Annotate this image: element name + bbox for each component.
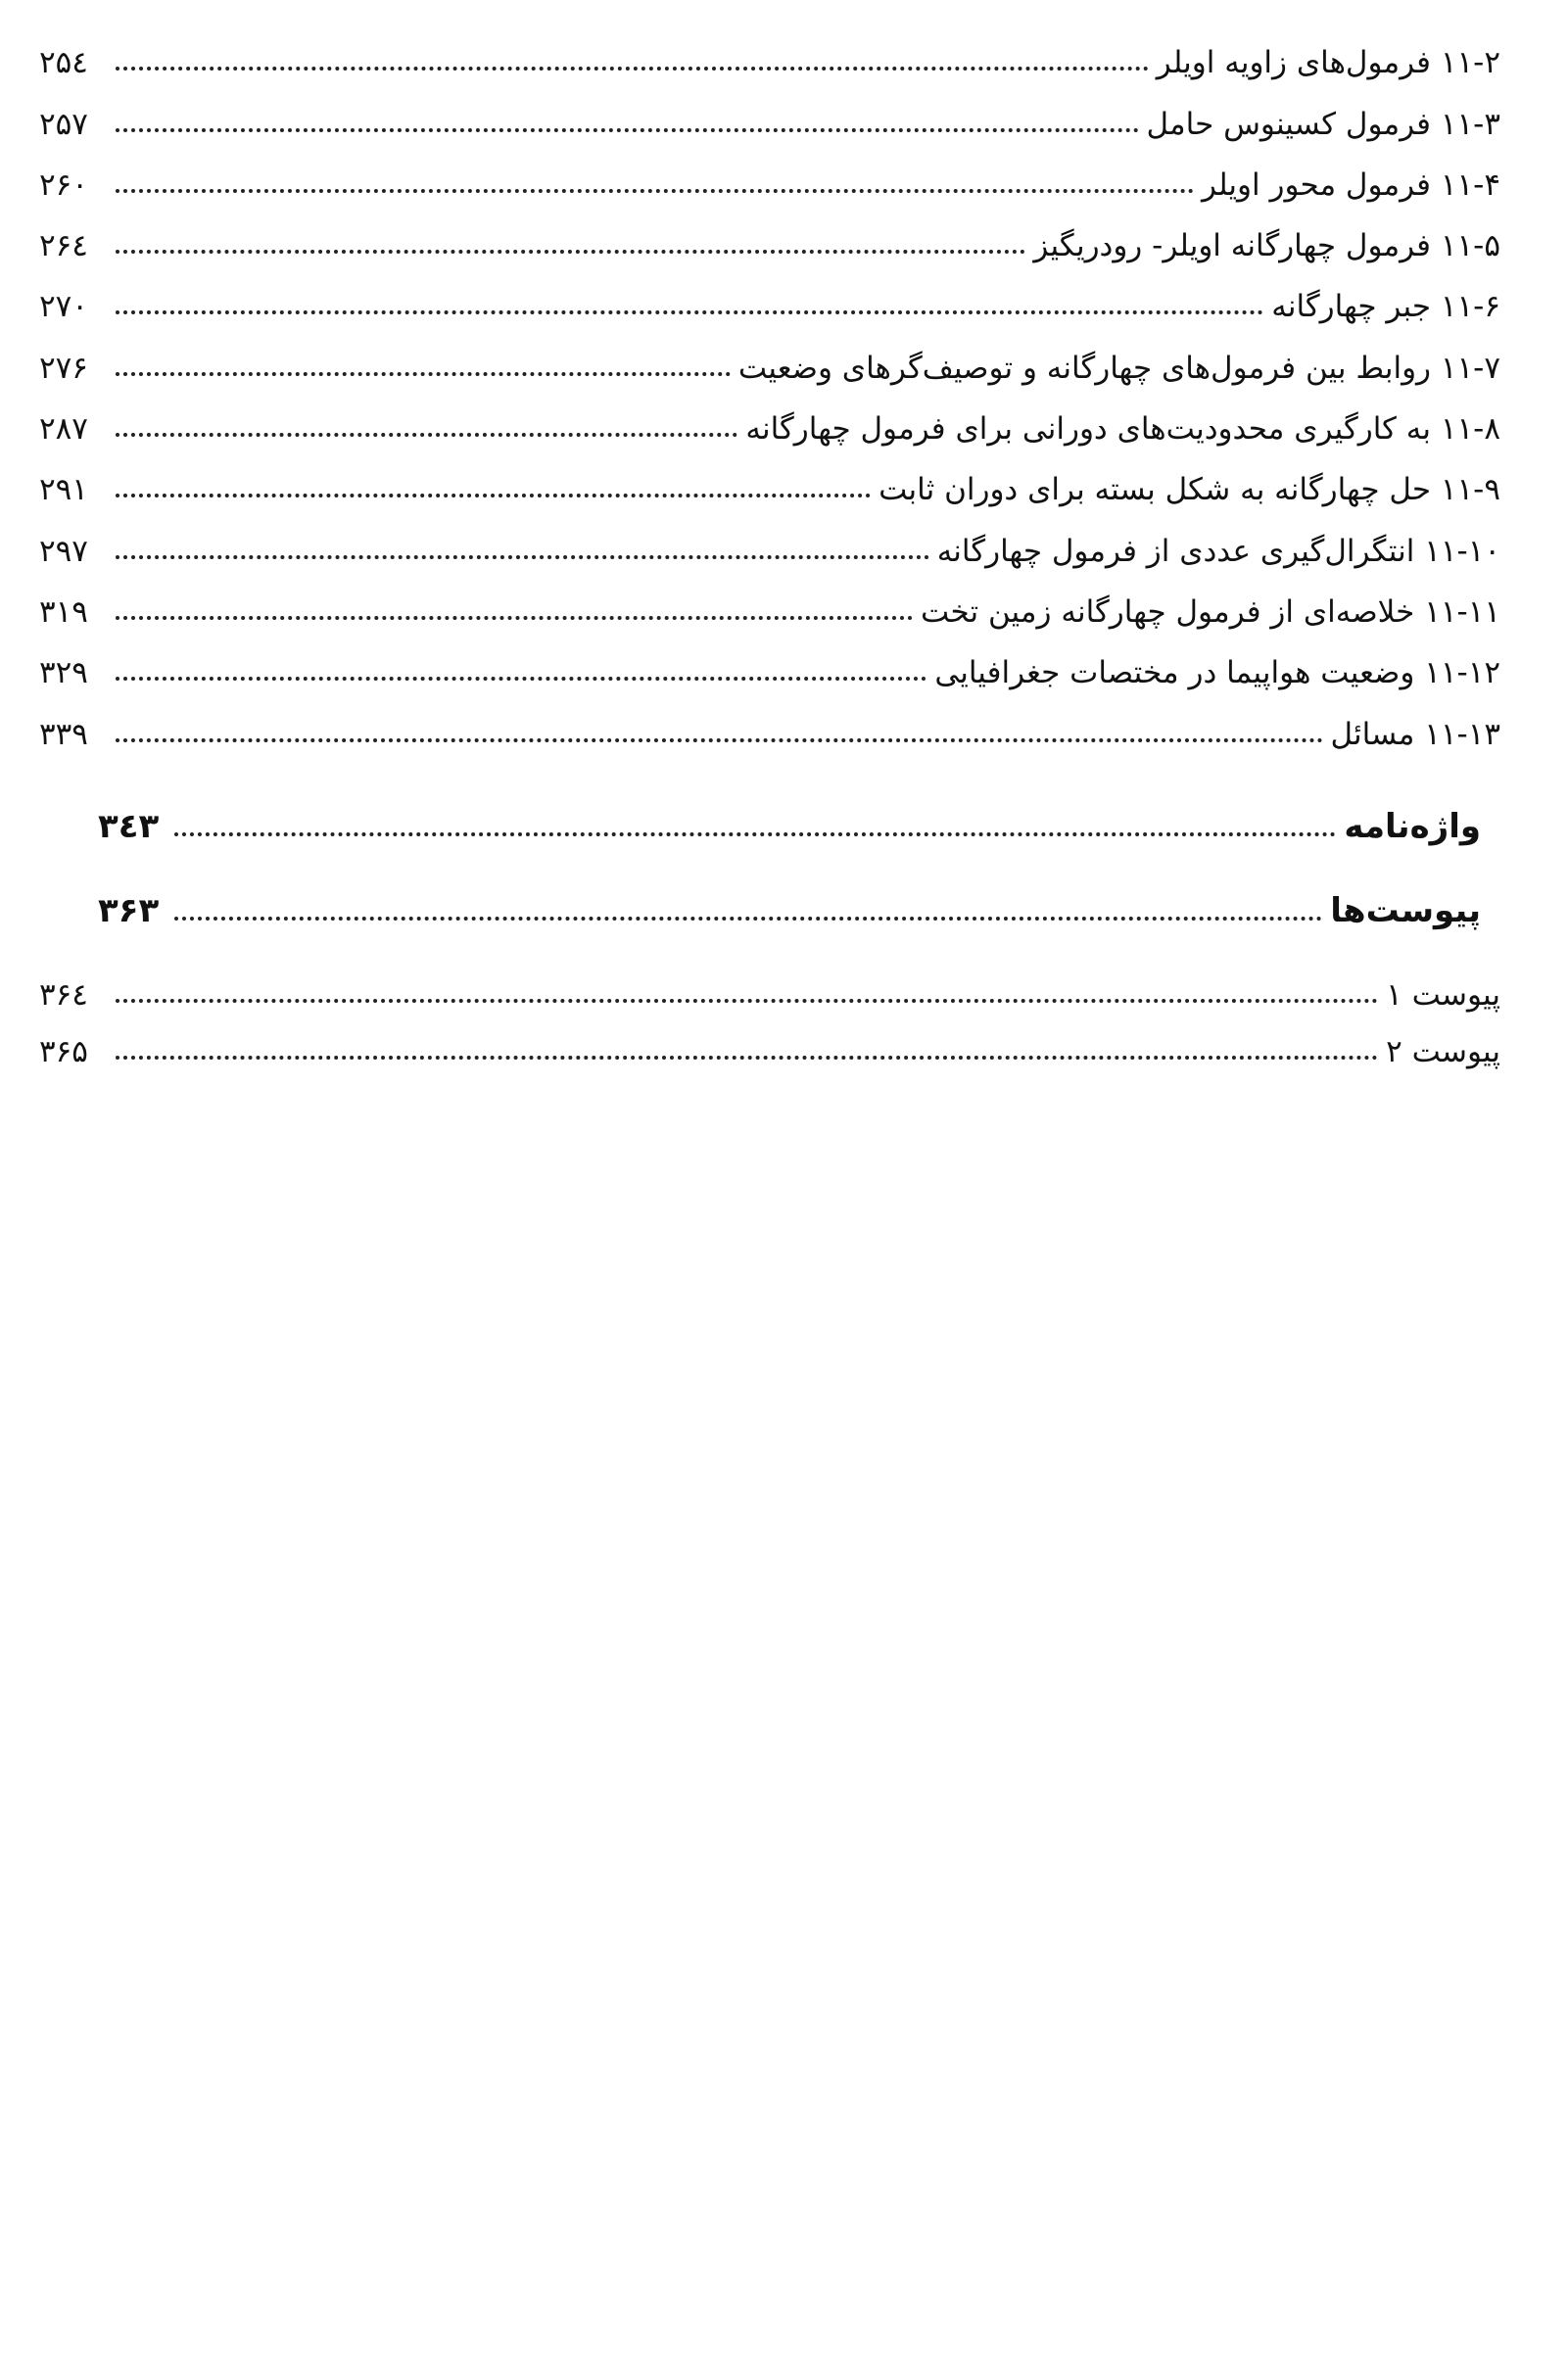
toc-entry bbox=[39, 447, 1500, 507]
dot-leader bbox=[116, 128, 1139, 132]
dot-leader bbox=[116, 189, 1194, 193]
page-number: ۲۵٤ bbox=[39, 45, 88, 81]
dot-leader bbox=[116, 616, 913, 620]
dot-leader bbox=[116, 494, 871, 497]
page-number: ۳۳۹ bbox=[39, 716, 88, 752]
page-number: ۲۷۰ bbox=[39, 289, 88, 325]
section-title: پیوست‌ها bbox=[1330, 890, 1481, 930]
page-number: ۲۸۷ bbox=[39, 411, 88, 448]
dot-leader bbox=[116, 67, 1149, 71]
page-number: ۳۶٤ bbox=[39, 976, 88, 1013]
dot-leader bbox=[116, 555, 929, 559]
entry-title: ۱۱-۱۳ مسائل bbox=[1330, 716, 1500, 752]
toc-section-appendices bbox=[98, 846, 1481, 930]
toc-entry bbox=[39, 324, 1500, 385]
toc-entry bbox=[39, 386, 1500, 447]
entry-title: ۱۱-۱۱ خلاصه‌ای از فرمول چهارگانه زمین تخت bbox=[921, 593, 1500, 630]
page-number: ۲۷۶ bbox=[39, 350, 88, 386]
toc-entry bbox=[39, 20, 1500, 80]
dot-leader bbox=[174, 832, 1336, 836]
page-number: ۳۶۳ bbox=[98, 890, 160, 930]
dot-leader bbox=[116, 310, 1263, 314]
page-number: ۲۶۰ bbox=[39, 166, 88, 203]
page-number: ۳۱۹ bbox=[39, 593, 88, 630]
section-title: واژه‌نامه bbox=[1344, 806, 1481, 846]
toc-entry bbox=[39, 507, 1500, 568]
entry-title: ۱۱-۳ فرمول کسینوس حامل bbox=[1146, 106, 1500, 142]
toc-appendix-entry bbox=[39, 1013, 1500, 1069]
toc-entry bbox=[39, 203, 1500, 263]
page-number: ۲۶٤ bbox=[39, 228, 88, 264]
page-number: ۳٤۳ bbox=[98, 806, 160, 846]
entry-title: ۱۱-۸ به کارگیری محدودیت‌های دورانی برای فرمول چهارگانه bbox=[745, 411, 1500, 448]
entry-title: ۱۱-۵ فرمول چهارگانه اویلر- رودریگیز bbox=[1033, 228, 1500, 264]
entry-title: ۱۱-۹ حل چهارگانه به شکل بسته برای دوران ثابت bbox=[879, 472, 1500, 508]
dot-leader bbox=[116, 1056, 1378, 1060]
page-number: ۲۹۱ bbox=[39, 472, 88, 508]
entry-title: پیوست ۲ bbox=[1386, 1033, 1500, 1069]
toc-entry bbox=[39, 569, 1500, 630]
dot-leader bbox=[116, 372, 731, 376]
dot-leader bbox=[174, 917, 1322, 921]
page-number: ۲۵۷ bbox=[39, 106, 88, 142]
toc-entry bbox=[39, 630, 1500, 690]
dot-leader bbox=[116, 677, 927, 681]
page-number: ۳۶۵ bbox=[39, 1033, 88, 1069]
dot-leader bbox=[116, 433, 737, 437]
toc-section-glossary bbox=[98, 778, 1481, 846]
toc-entry bbox=[39, 690, 1500, 751]
table-of-contents bbox=[39, 20, 1500, 1069]
entry-title: پیوست ۱ bbox=[1386, 976, 1500, 1013]
page-number: ۲۹۷ bbox=[39, 533, 88, 569]
entry-title: ۱۱-۱۰ انتگرال‌گیری عددی از فرمول چهارگانه bbox=[936, 533, 1500, 569]
dot-leader bbox=[116, 250, 1025, 254]
dot-leader bbox=[116, 999, 1378, 1003]
toc-appendix-entry bbox=[39, 956, 1500, 1013]
entry-title: ۱۱-۲ فرمول‌های زاویه اویلر bbox=[1156, 45, 1500, 81]
toc-entry bbox=[39, 263, 1500, 324]
entry-title: ۱۱-۷ روابط بین فرمول‌های چهارگانه و توصیف‌گرهای وضعیت bbox=[737, 350, 1500, 386]
toc-entry bbox=[39, 142, 1500, 203]
toc-entry bbox=[39, 80, 1500, 141]
page-number: ۳۲۹ bbox=[39, 655, 88, 691]
entry-title: ۱۱-۱۲ وضعیت هواپیما در مختصات جغرافیایی bbox=[934, 655, 1500, 691]
entry-title: ۱۱-۶ جبر چهارگانه bbox=[1271, 289, 1500, 325]
entry-title: ۱۱-۴ فرمول محور اویلر bbox=[1202, 166, 1500, 203]
dot-leader bbox=[116, 738, 1323, 742]
